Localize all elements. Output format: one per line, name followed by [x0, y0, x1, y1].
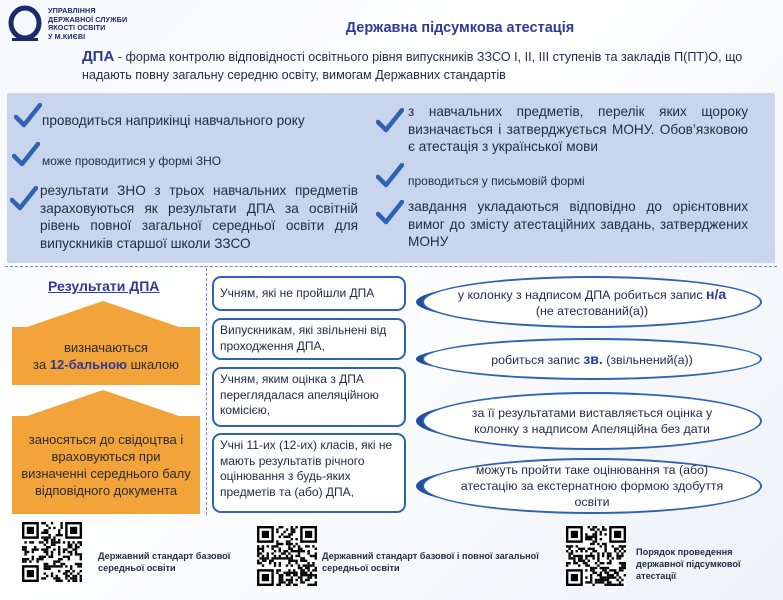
checkmark-icon: [376, 163, 404, 189]
panel-left-item-2: може проводитися у формі ЗНО: [42, 154, 222, 168]
qr-label-2: Державний стандарт базової і повної загальної середньої освіти: [322, 551, 539, 573]
case-result-4: можуть пройти таке оцінювання та (або) атестацію за екстернатною формою здобуття освіти: [422, 458, 762, 514]
scale-highlight: 12-бальною: [49, 357, 128, 372]
case-result-2: робиться запис зв. (звільнений(а)): [422, 338, 762, 380]
qr-label-1: Державний стандарт базової середньої освіти: [98, 551, 231, 573]
panel-right-item-1: з навчальних предметів, перелік яких щороку визначається і затверджується МОНУ. Обов’язковою є атестація з української мови: [408, 104, 748, 154]
scale-pre: за: [33, 357, 50, 372]
checkmark-icon: [10, 186, 38, 212]
intro-paragraph: [82, 48, 772, 84]
qr-code-icon[interactable]: [22, 522, 82, 582]
scale-prefix: визначаються: [63, 340, 148, 355]
intro-text: - форма контролю відповідності освітнього рівня випускників ЗЗСО І, ІІ, ІІІ ступенів та закладів П(ПТ)О, що надають повну загальну середню освіту, вимогам Державних стандартів: [82, 50, 743, 82]
case-result-1: у колонку з надписом ДПА робиться запис н/а (не атестований(а)): [422, 276, 762, 328]
logo-text: УПРАВЛІННЯ ДЕРЖАВНОЇ СЛУЖБИ ЯКОСТІ ОСВІТИ У М.КИЄВІ: [48, 6, 128, 41]
case-box-3: Учням, яким оцінка з ДПА переглядалася апеляційною комісією,: [212, 367, 406, 427]
logo-icon: [8, 4, 44, 44]
case-result-3: за її результатами виставляється оцінка у колонку з надписом Апеляційна без дати: [422, 392, 762, 450]
checkmark-icon: [376, 108, 404, 134]
arrow-up-icon: [27, 301, 179, 327]
checkmark-icon: [14, 103, 42, 129]
mark-na: н/а: [706, 285, 727, 302]
panel-left-item-1: проводиться наприкінці навчального року: [42, 113, 305, 128]
panel-left-item-3: результати ЗНО з трьох навчальних предметів зараховуються як результати ДПА за освітній рівень повної загальної середньої освіти для випускників старшої школи ЗЗСО: [40, 183, 358, 251]
checkmark-icon: [376, 200, 404, 226]
scale-suffix: шкалою: [127, 357, 179, 372]
case-box-4: Учні 11-их (12-их) класів, які не мають результатів річного оцінювання з будь-яких предметів та (або) ДПА,: [212, 433, 406, 513]
case-box-2: Випускникам, які звільнені від проходження ДПА,: [212, 318, 406, 360]
intro-term: ДПА: [82, 48, 115, 65]
panel-right-item-3: завдання укладаються відповідно до орієнтовних вимог до змісту атестаційних завдань, затверджених МОНУ: [408, 199, 748, 249]
panel-right-item-2: проводиться у письмовій формі: [408, 174, 585, 188]
results-certificate-box: заносяться до свідоцтва і враховуються при визначенні середнього балу відповідного документа: [12, 416, 200, 514]
results-scale-box: [12, 327, 200, 385]
checkmark-icon: [12, 142, 40, 168]
divider-horizontal: [5, 266, 777, 267]
page-title: Державна підсумкова атестація: [345, 20, 575, 36]
qr-code-icon[interactable]: [257, 526, 317, 586]
arrow-up-icon: [27, 390, 179, 416]
results-title: Результати ДПА: [48, 278, 160, 294]
divider-vertical: [206, 268, 207, 515]
mark-zv: зв.: [583, 350, 603, 367]
qr-label-3: Порядок проведення державної підсумкової атестації: [636, 547, 741, 581]
qr-code-icon[interactable]: [566, 526, 626, 586]
case-box-1: Учням, які не пройшли ДПА: [212, 276, 406, 311]
